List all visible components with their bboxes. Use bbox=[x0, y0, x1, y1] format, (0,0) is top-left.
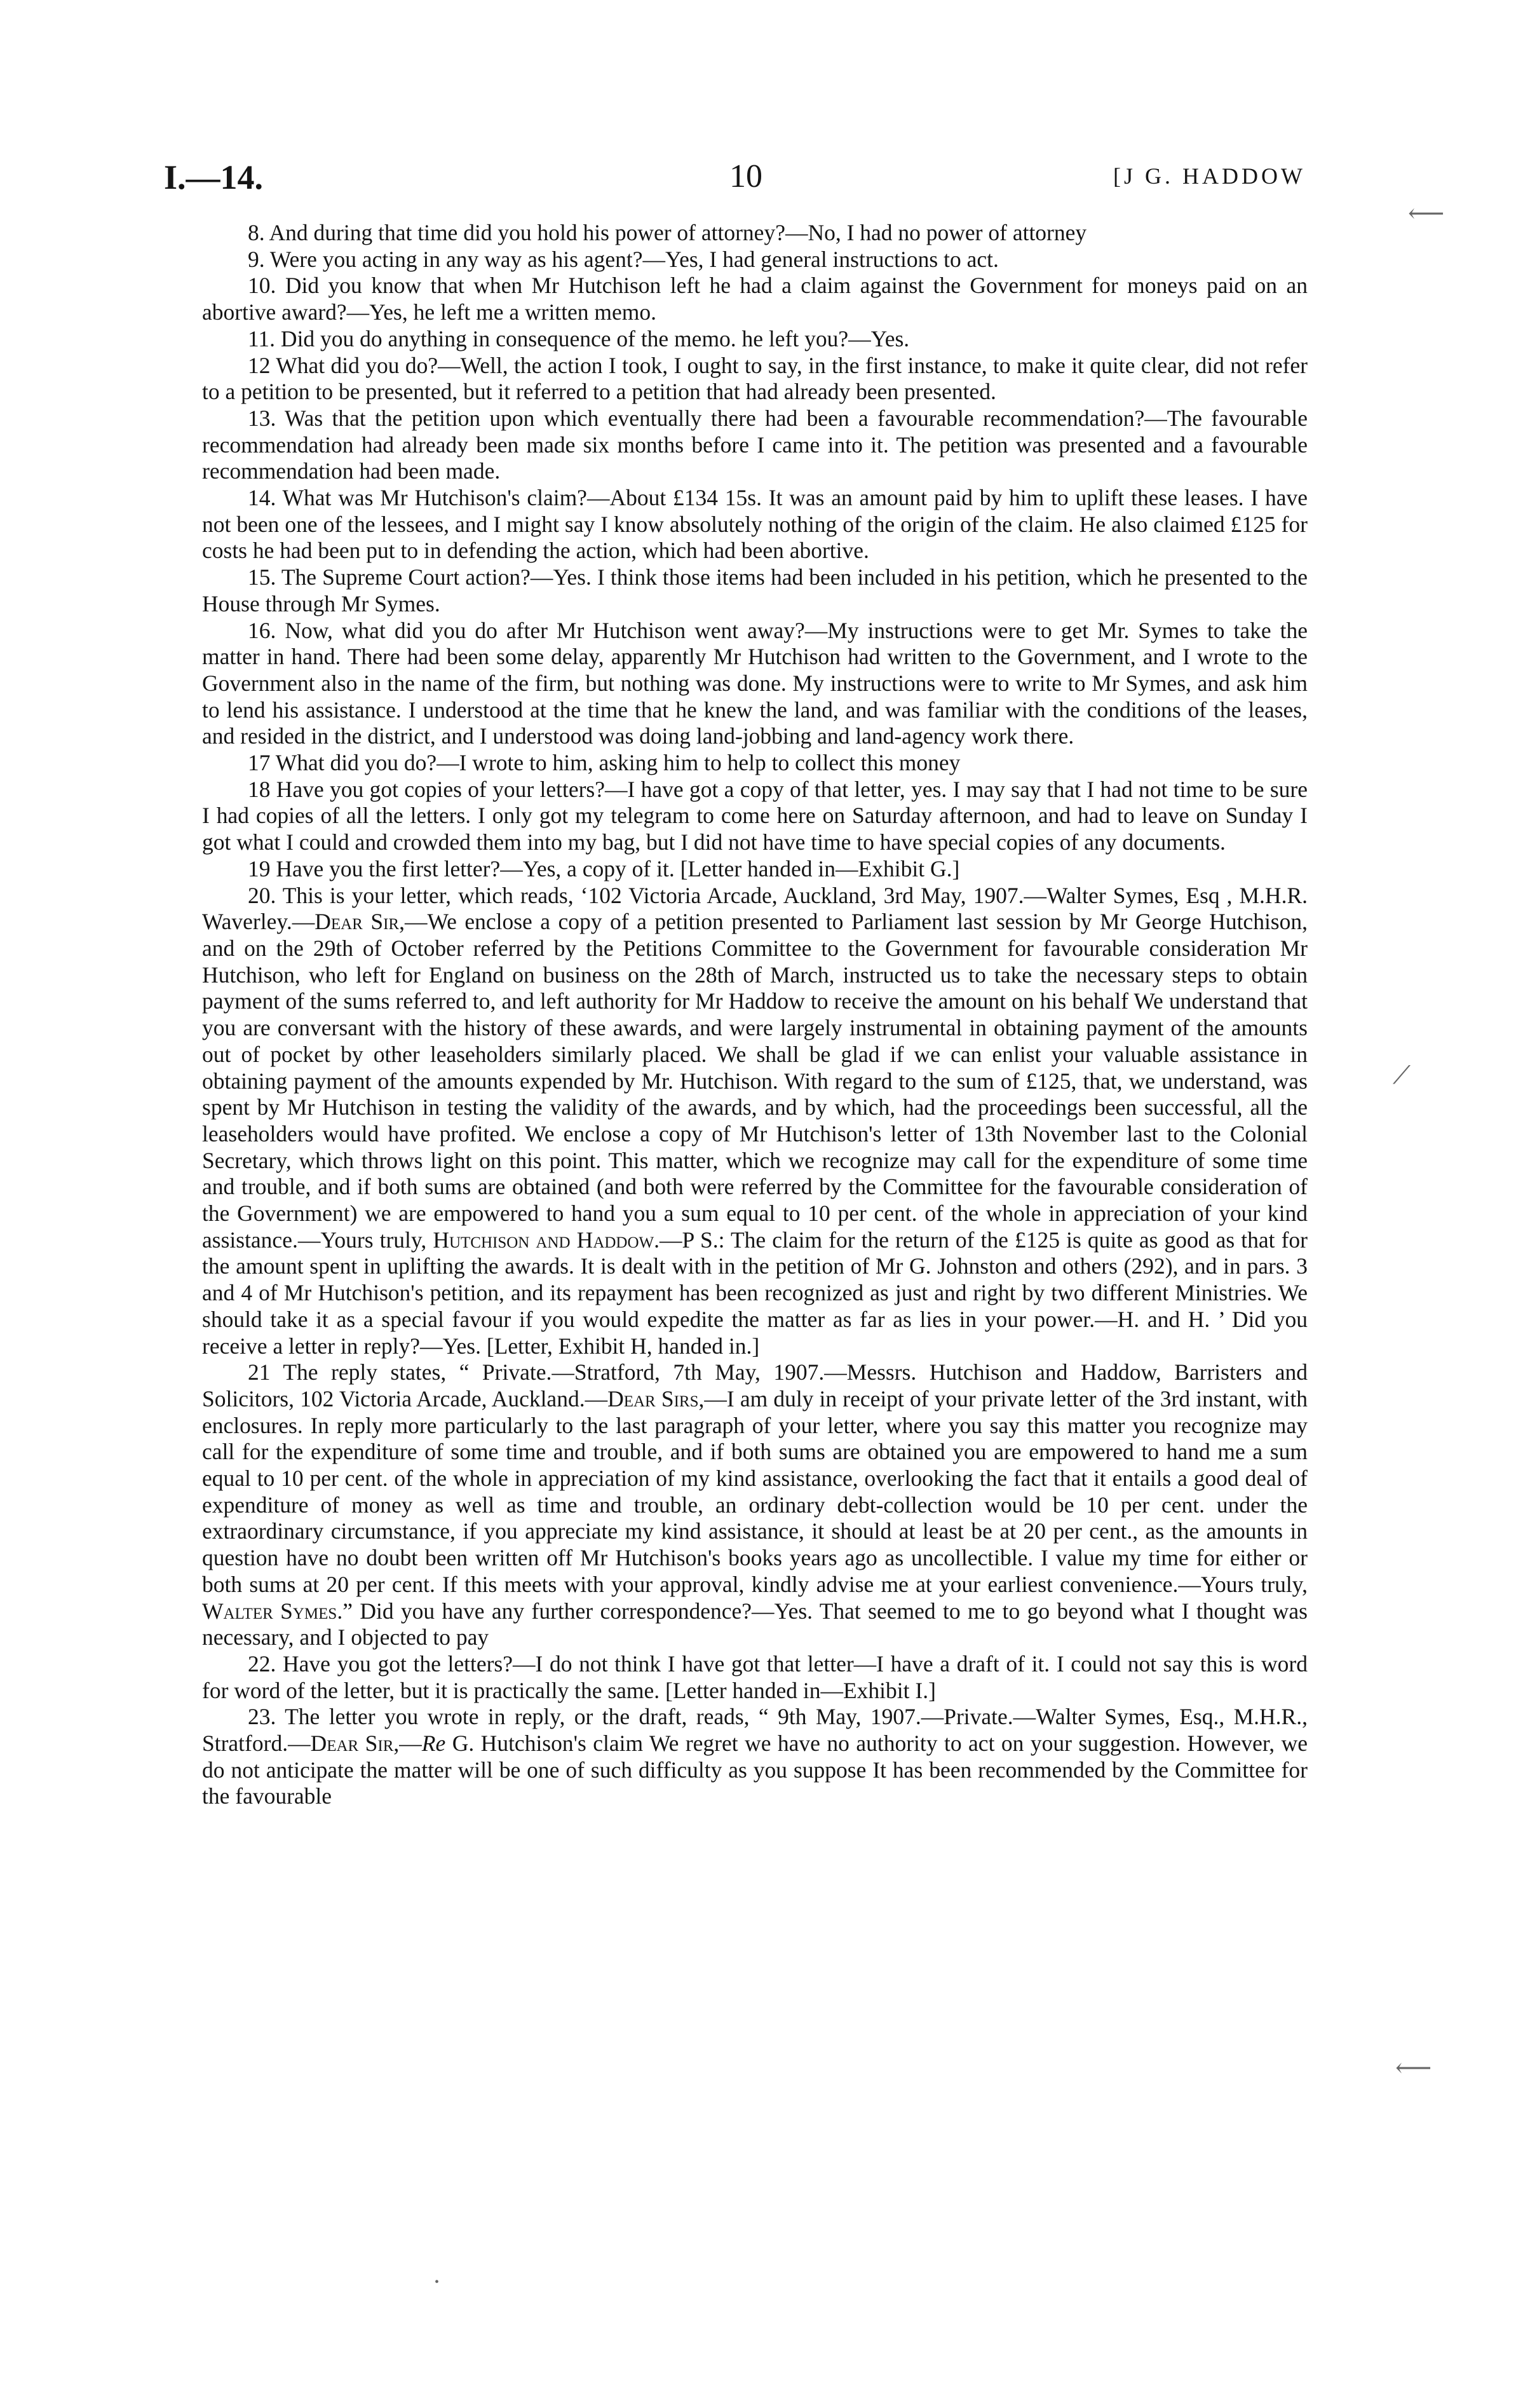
page-number: 10 bbox=[729, 158, 762, 194]
paragraph-10: 10. Did you know that when Mr Hutchison left he had a claim against the Government for moneys paid on an abortive award?—Yes, he left me a written memo. bbox=[202, 273, 1308, 325]
paragraph-23-text: G. Hutchison's claim We regret we have no authority to act on your suggestion. However, we do not anticipate the matter will be one of such difficulty as you suppose It has been recommended by the Committee for the favourable bbox=[202, 1731, 1308, 1809]
paragraph-16: 16. Now, what did you do after Mr Hutchison went away?—My instructions were to get Mr. Symes to take the matter in hand. There had been some delay, apparently Mr Hutchison had written to the Government, and I wrote to the Government also in the name of the firm, but nothing was done. My instructions were to write to Mr Symes, and ask him to lend his assistance. I understood at the time that he knew the land, and was familiar with the conditions of the leases, and resided in the district, and I understood was doing land-jobbing and land-agency work there. bbox=[202, 617, 1308, 749]
paragraph-19: 19 Have you the first letter?—Yes, a copy of it. [Letter handed in—Exhibit G.] bbox=[248, 855, 960, 881]
paragraph-21-text: ,—I am duly in receipt of your private letter of the 3rd instant, with enclosures. In reply more particularly to the last paragraph of your letter, where you say this matter you recognize may call for the expenditure of some time and trouble, and if both sums are obtained you are empowered to hand me a sum equal to 10 per cent. of the whole in appreciation of my kind assistance, overlooking the fact that it entails a good deal of expenditure of money as well as time and trouble, an ordinary debt-collection would be 10 per cent. under the extraordinary circumstance, if you appreciate my kind assistance, it should at least be at 20 per cent., as the amounts in question have no doubt been written off Mr Hutchison's books years ago as uncollectible. I value my time for either or both sums at 20 per cent. If this meets with your approval, kindly advise me at your earliest convenience.—Yours truly, bbox=[202, 1385, 1308, 1597]
paragraph-11: 11. Did you do anything in consequence of the memo. he left you?—Yes. bbox=[248, 325, 910, 351]
paragraph-18: 18 Have you got copies of your letters?—I have got a copy of that letter, yes. I may say that I had not time to be sure I had copies of all the letters. I only got my telegram to come here on Saturday afternoon, and had to leave on Sunday I got what I could and crowded them into my bag, but I did not have time to have special copies of any documents. bbox=[202, 776, 1308, 855]
paragraph-8: 8. And during that time did you hold his power of attorney?—No, I had no power of attorney bbox=[248, 220, 1087, 245]
paragraph-20-text: .—P S.: The claim for the return of the £125 is quite as good as that for the amount spent in uplifting the awards. It is dealt with in the petition of Mr G. Johnston and others (292), and in pars. 3 and 4 of Mr Hutchison's petition, and its repayment has been recognized as just and right by two different Ministries. We should take it as a special favour if you would expedite the matter as far as lies in your power.—H. and H. ’ Did you receive a letter in reply?—Yes. [Letter, Exhibit H, handed in.] bbox=[202, 1227, 1308, 1359]
re-italic: Re bbox=[421, 1731, 446, 1757]
paragraph-21-text: 21 The reply states, “ Private.—Stratford, 7th May, 1907.—Messrs. Hutchison and Haddow, Barristers and Solicitors, 102 Victoria Arcade, Auckland.— bbox=[202, 1359, 1308, 1411]
paragraph-21-text: .” Did you have any further correspondence?—Yes. That seemed to me to go beyond what I thought was necessary, and I objected to pay bbox=[202, 1598, 1308, 1650]
paragraph-21 bbox=[202, 1359, 1308, 1651]
page-dot: • bbox=[435, 2275, 440, 2289]
paragraph-15: 15. The Supreme Court action?—Yes. I think those items had been included in his petition, which he presented to the House through Mr Symes. bbox=[202, 564, 1308, 616]
salutation: Dear Sir bbox=[315, 909, 400, 935]
paragraph-23-text: ,— bbox=[393, 1731, 422, 1757]
witness-name: [J G. HADDOW bbox=[1113, 163, 1306, 189]
paragraph-20 bbox=[202, 883, 1308, 1360]
page-header bbox=[0, 158, 1516, 208]
paragraph-13: 13. Was that the petition upon which eventually there had been a favourable recommendation?—The favourable recommendation had already been made six months before I came into it. The petition was presented and a favourable recommendation had been made. bbox=[202, 405, 1308, 484]
paragraph-14: 14. What was Mr Hutchison's claim?—About £134 15s. It was an amount paid by him to uplift these leases. I have not been one of the lessees, and I might say I know absolutely nothing of the origin of the claim. He also claimed £125 for costs he had been put to in defending the action, which had been abortive. bbox=[202, 485, 1308, 564]
salutation: Dear Sirs bbox=[607, 1385, 699, 1411]
paragraph-12: 12 What did you do?—Well, the action I took, I ought to say, in the first instance, to make it quite clear, did not refer to a petition to be presented, but it referred to a petition that had already been presented. bbox=[202, 352, 1308, 405]
margin-mark: ⟵ bbox=[1395, 2053, 1432, 2082]
testimony-body bbox=[202, 220, 1308, 1810]
paragraph-23 bbox=[202, 1704, 1308, 1810]
salutation: Dear Sir bbox=[310, 1731, 394, 1757]
margin-mark: ⟋ bbox=[1393, 1061, 1411, 1089]
paragraph-22: 22. Have you got the letters?—I do not think I have got that letter—I have a draft of it. I could not say this is word for word of the letter, but it is practically the same. [Letter handed in—Exhibit I.] bbox=[202, 1650, 1308, 1703]
document-number: I.—14. bbox=[164, 158, 264, 196]
signature-name: Walter Symes bbox=[202, 1598, 337, 1624]
paragraph-20-text: 20. This is your letter, which reads, ‘102 Victoria Arcade, Auckland, 3rd May, 1907.—Walter Symes, Esq , M.H.R. Waverley.— bbox=[202, 882, 1308, 935]
paragraph-23-text: 23. The letter you wrote in reply, or the draft, reads, “ 9th May, 1907.—Private.—Walter Symes, Esq., M.H.R., Stratford.— bbox=[202, 1704, 1308, 1757]
paragraph-20-text: ,—We enclose a copy of a petition presented to Parliament last session by Mr George Hutchison, and on the 29th of October referred by the Petitions Committee to the Government for favourable consideration Mr Hutchison, who left for England on business on the 28th of March, instructed us to take the necessary steps to obtain payment of the sums referred to, and left authority for Mr Haddow to receive the amount on his behalf We understand that you are conversant with the history of these awards, and were largely instrumental in obtaining payment of the amounts out of pocket by other leaseholders similarly placed. We shall be glad if we can enlist your valuable assistance in obtaining payment of the amounts expended by Mr. Hutchison. With regard to the sum of £125, that, we understand, was spent by Mr Hutchison in testing the validity of the awards, and by which, had the proceedings been successful, all the leaseholders would have profited. We enclose a copy of Mr Hutchison's letter of 13th November last to the Colonial Secretary, which throws light on this point. This matter, which we recognize may call for the expenditure of some time and trouble, and if both sums are obtained (and both were referred by the Committee for the favourable consideration of the Government) we are empowered to hand you a sum equal to 10 per cent. of the whole in appreciation of your kind assistance.—Yours truly, bbox=[202, 909, 1308, 1253]
margin-mark: ⟵ bbox=[1408, 199, 1445, 228]
signature-firm: Hutchison and Haddow bbox=[433, 1227, 654, 1253]
paragraph-9: 9. Were you acting in any way as his agent?—Yes, I had general instructions to act. bbox=[248, 246, 999, 272]
paragraph-17: 17 What did you do?—I wrote to him, asking him to help to collect this money bbox=[248, 750, 961, 776]
